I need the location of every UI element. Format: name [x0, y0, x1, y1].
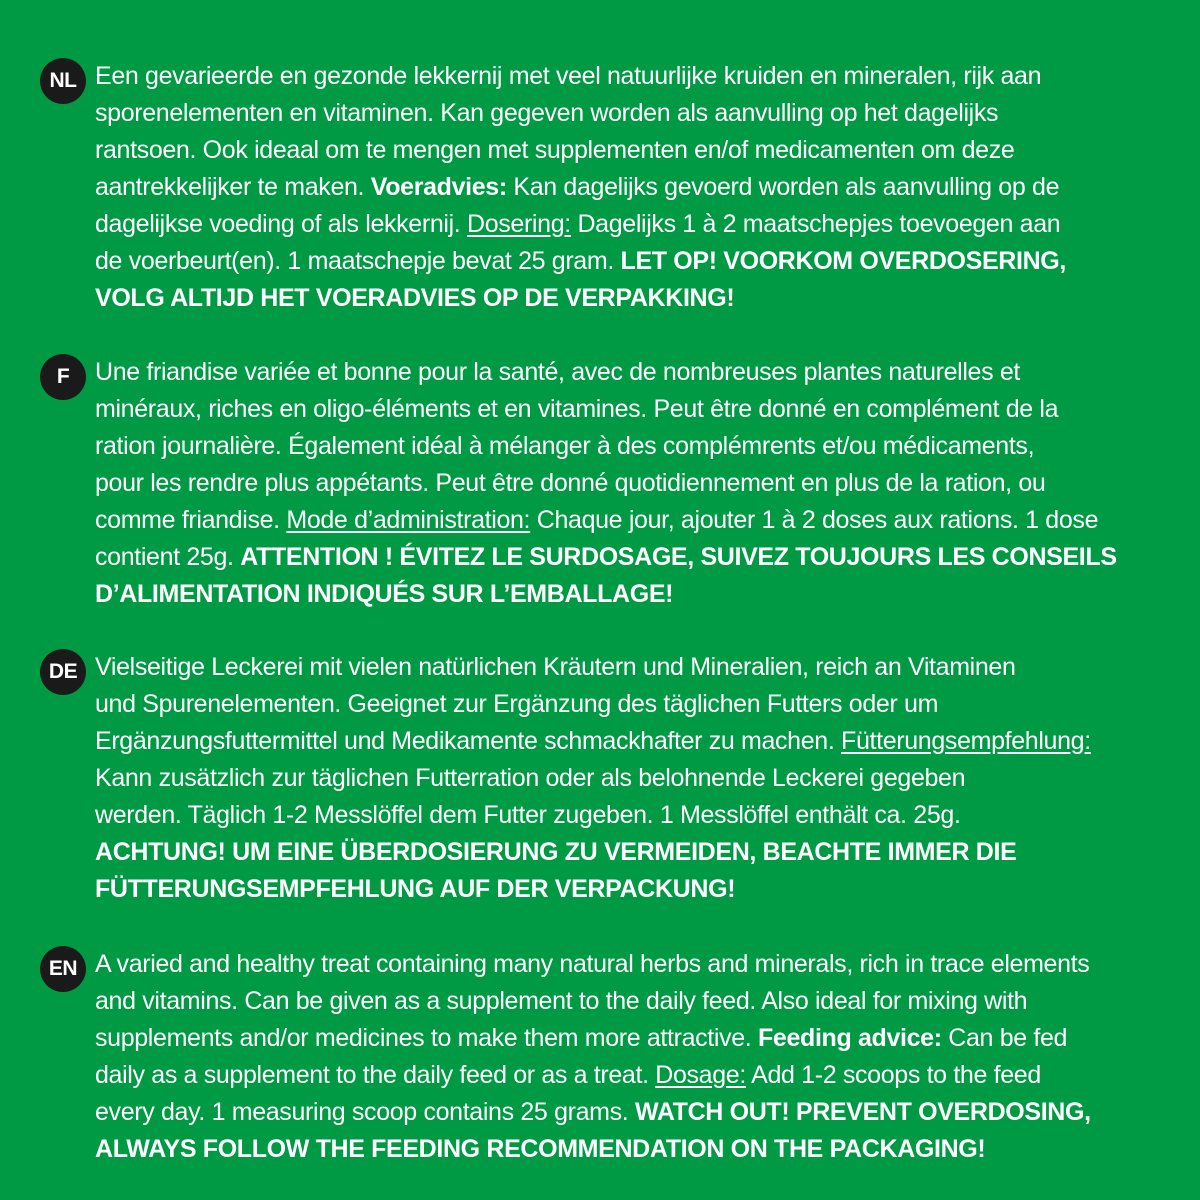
- text-line: [95, 428, 1117, 465]
- text-line: [95, 834, 1091, 871]
- text-line: [95, 1094, 1091, 1131]
- text-segment: Can be fed: [941, 1024, 1068, 1052]
- text-segment: sporenelementen en vitaminen. Kan gegeven worden als aanvulling op het dagelijks: [95, 99, 999, 127]
- text-segment: comme friandise.: [95, 506, 287, 534]
- text-segment: Vielseitige Leckerei mit vielen natürlichen Kräutern und Mineralien, reich an Vitaminen: [95, 653, 1016, 681]
- bold-text: ALWAYS FOLLOW THE FEEDING RECOMMENDATION ON THE PACKAGING!: [95, 1135, 986, 1163]
- text-line: [95, 169, 1066, 206]
- bold-text: Voeradvies:: [370, 173, 507, 201]
- bold-text: LET OP! VOORKOM OVERDOSERING,: [620, 247, 1066, 275]
- underlined-heading: Dosage:: [655, 1061, 746, 1089]
- text-line: [95, 58, 1066, 95]
- text-line: [95, 797, 1091, 834]
- language-badge-de: DE: [40, 649, 86, 695]
- bold-text: FÜTTERUNGSEMPFEHLUNG AUF DER VERPACKUNG!: [95, 875, 736, 903]
- text-line: [95, 1057, 1091, 1094]
- text-line: [95, 502, 1117, 539]
- text-segment: A varied and healthy treat containing many natural herbs and minerals, rich in trace elements: [95, 950, 1090, 978]
- text-line: [95, 1020, 1091, 1057]
- language-badge-en: EN: [40, 946, 86, 992]
- text-segment: aantrekkelijker te maken.: [95, 173, 371, 201]
- text-segment: Een gevarieerde en gezonde lekkernij met veel natuurlijke kruiden en mineralen, rijk aan: [95, 62, 1042, 90]
- bold-text: D’ALIMENTATION INDIQUÉS SUR L’EMBALLAGE!: [95, 580, 674, 608]
- text-segment: dagelijkse voeding of als lekkernij.: [95, 210, 467, 238]
- underlined-heading: Mode d’administration:: [286, 506, 531, 534]
- text-segment: Ergänzungsfuttermittel und Medikamente schmackhafter zu machen.: [95, 727, 842, 755]
- text-line: [95, 760, 1091, 797]
- text-segment: and vitamins. Can be given as a supplement to the daily feed. Also ideal for mixing with: [95, 987, 1028, 1015]
- bold-text: VOLG ALTIJD HET VOERADVIES OP DE VERPAKKING!: [95, 284, 735, 312]
- text-line: [95, 983, 1091, 1020]
- text-segment: every day. 1 measuring scoop contains 25 grams.: [95, 1098, 635, 1126]
- text-segment: Une friandise variée et bonne pour la santé, avec de nombreuses plantes naturelles et: [95, 358, 1021, 386]
- bold-text: ATTENTION ! ÉVITEZ LE SURDOSAGE, SUIVEZ TOUJOURS LES CONSEILS: [240, 543, 1117, 571]
- underlined-heading: Fütterungsempfehlung:: [841, 727, 1091, 755]
- text-line: [95, 280, 1066, 317]
- text-line: [95, 946, 1091, 983]
- text-segment: Add 1-2 scoops to the feed: [745, 1061, 1041, 1089]
- bold-text: Feeding advice:: [758, 1024, 942, 1052]
- text-line: [95, 723, 1091, 760]
- text-line: [95, 95, 1066, 132]
- text-line: [95, 649, 1091, 686]
- bold-text: WATCH OUT! PREVENT OVERDOSING,: [634, 1098, 1091, 1126]
- text-line: [95, 465, 1117, 502]
- text-line: [95, 243, 1066, 280]
- text-segment: ration journalière. Également idéal à mélanger à des complémrents et/ou médicaments,: [95, 432, 1035, 460]
- text-segment: und Spurenelementen. Geeignet zur Ergänzung des täglichen Futters oder um: [95, 690, 939, 718]
- text-segment: minéraux, riches en oligo-éléments et en vitamines. Peut être donné en complément de la: [95, 395, 1059, 423]
- text-segment: de voerbeurt(en). 1 maatschepje bevat 25 gram.: [95, 247, 621, 275]
- text-segment: pour les rendre plus appétants. Peut être donné quotidiennement en plus de la ration, ou: [95, 469, 1046, 497]
- text-line: [95, 206, 1066, 243]
- paragraph-nl: [95, 58, 1066, 317]
- text-line: [95, 576, 1117, 613]
- text-line: [95, 391, 1117, 428]
- text-line: [95, 539, 1117, 576]
- underlined-heading: Dosering:: [467, 210, 571, 238]
- text-line: [95, 132, 1066, 169]
- text-segment: contient 25g.: [95, 543, 241, 571]
- text-line: [95, 354, 1117, 391]
- text-segment: Kan dagelijks gevoerd worden als aanvulling op de: [506, 173, 1060, 201]
- paragraph-fr: [95, 354, 1117, 613]
- text-line: [95, 1131, 1091, 1168]
- paragraph-en: [95, 946, 1091, 1168]
- paragraph-de: [95, 649, 1091, 908]
- text-line: [95, 686, 1091, 723]
- text-segment: Kann zusätzlich zur täglichen Futterration oder als belohnende Leckerei gegeben: [95, 764, 966, 792]
- text-segment: Dagelijks 1 à 2 maatschepjes toevoegen aan: [570, 210, 1061, 238]
- language-badge-nl: NL: [40, 58, 86, 104]
- text-segment: daily as a supplement to the daily feed or as a treat.: [95, 1061, 656, 1089]
- text-segment: Chaque jour, ajouter 1 à 2 doses aux rations. 1 dose: [530, 506, 1099, 534]
- text-segment: supplements and/or medicines to make them more attractive.: [95, 1024, 758, 1052]
- text-line: [95, 871, 1091, 908]
- text-segment: werden. Täglich 1-2 Messlöffel dem Futter zugeben. 1 Messlöffel enthält ca. 25g.: [95, 801, 961, 829]
- bold-text: ACHTUNG! UM EINE ÜBERDOSIERUNG ZU VERMEIDEN, BEACHTE IMMER DIE: [95, 838, 1017, 866]
- language-badge-fr: F: [40, 354, 86, 400]
- text-segment: rantsoen. Ook ideaal om te mengen met supplementen en/of medicamenten om deze: [95, 136, 1015, 164]
